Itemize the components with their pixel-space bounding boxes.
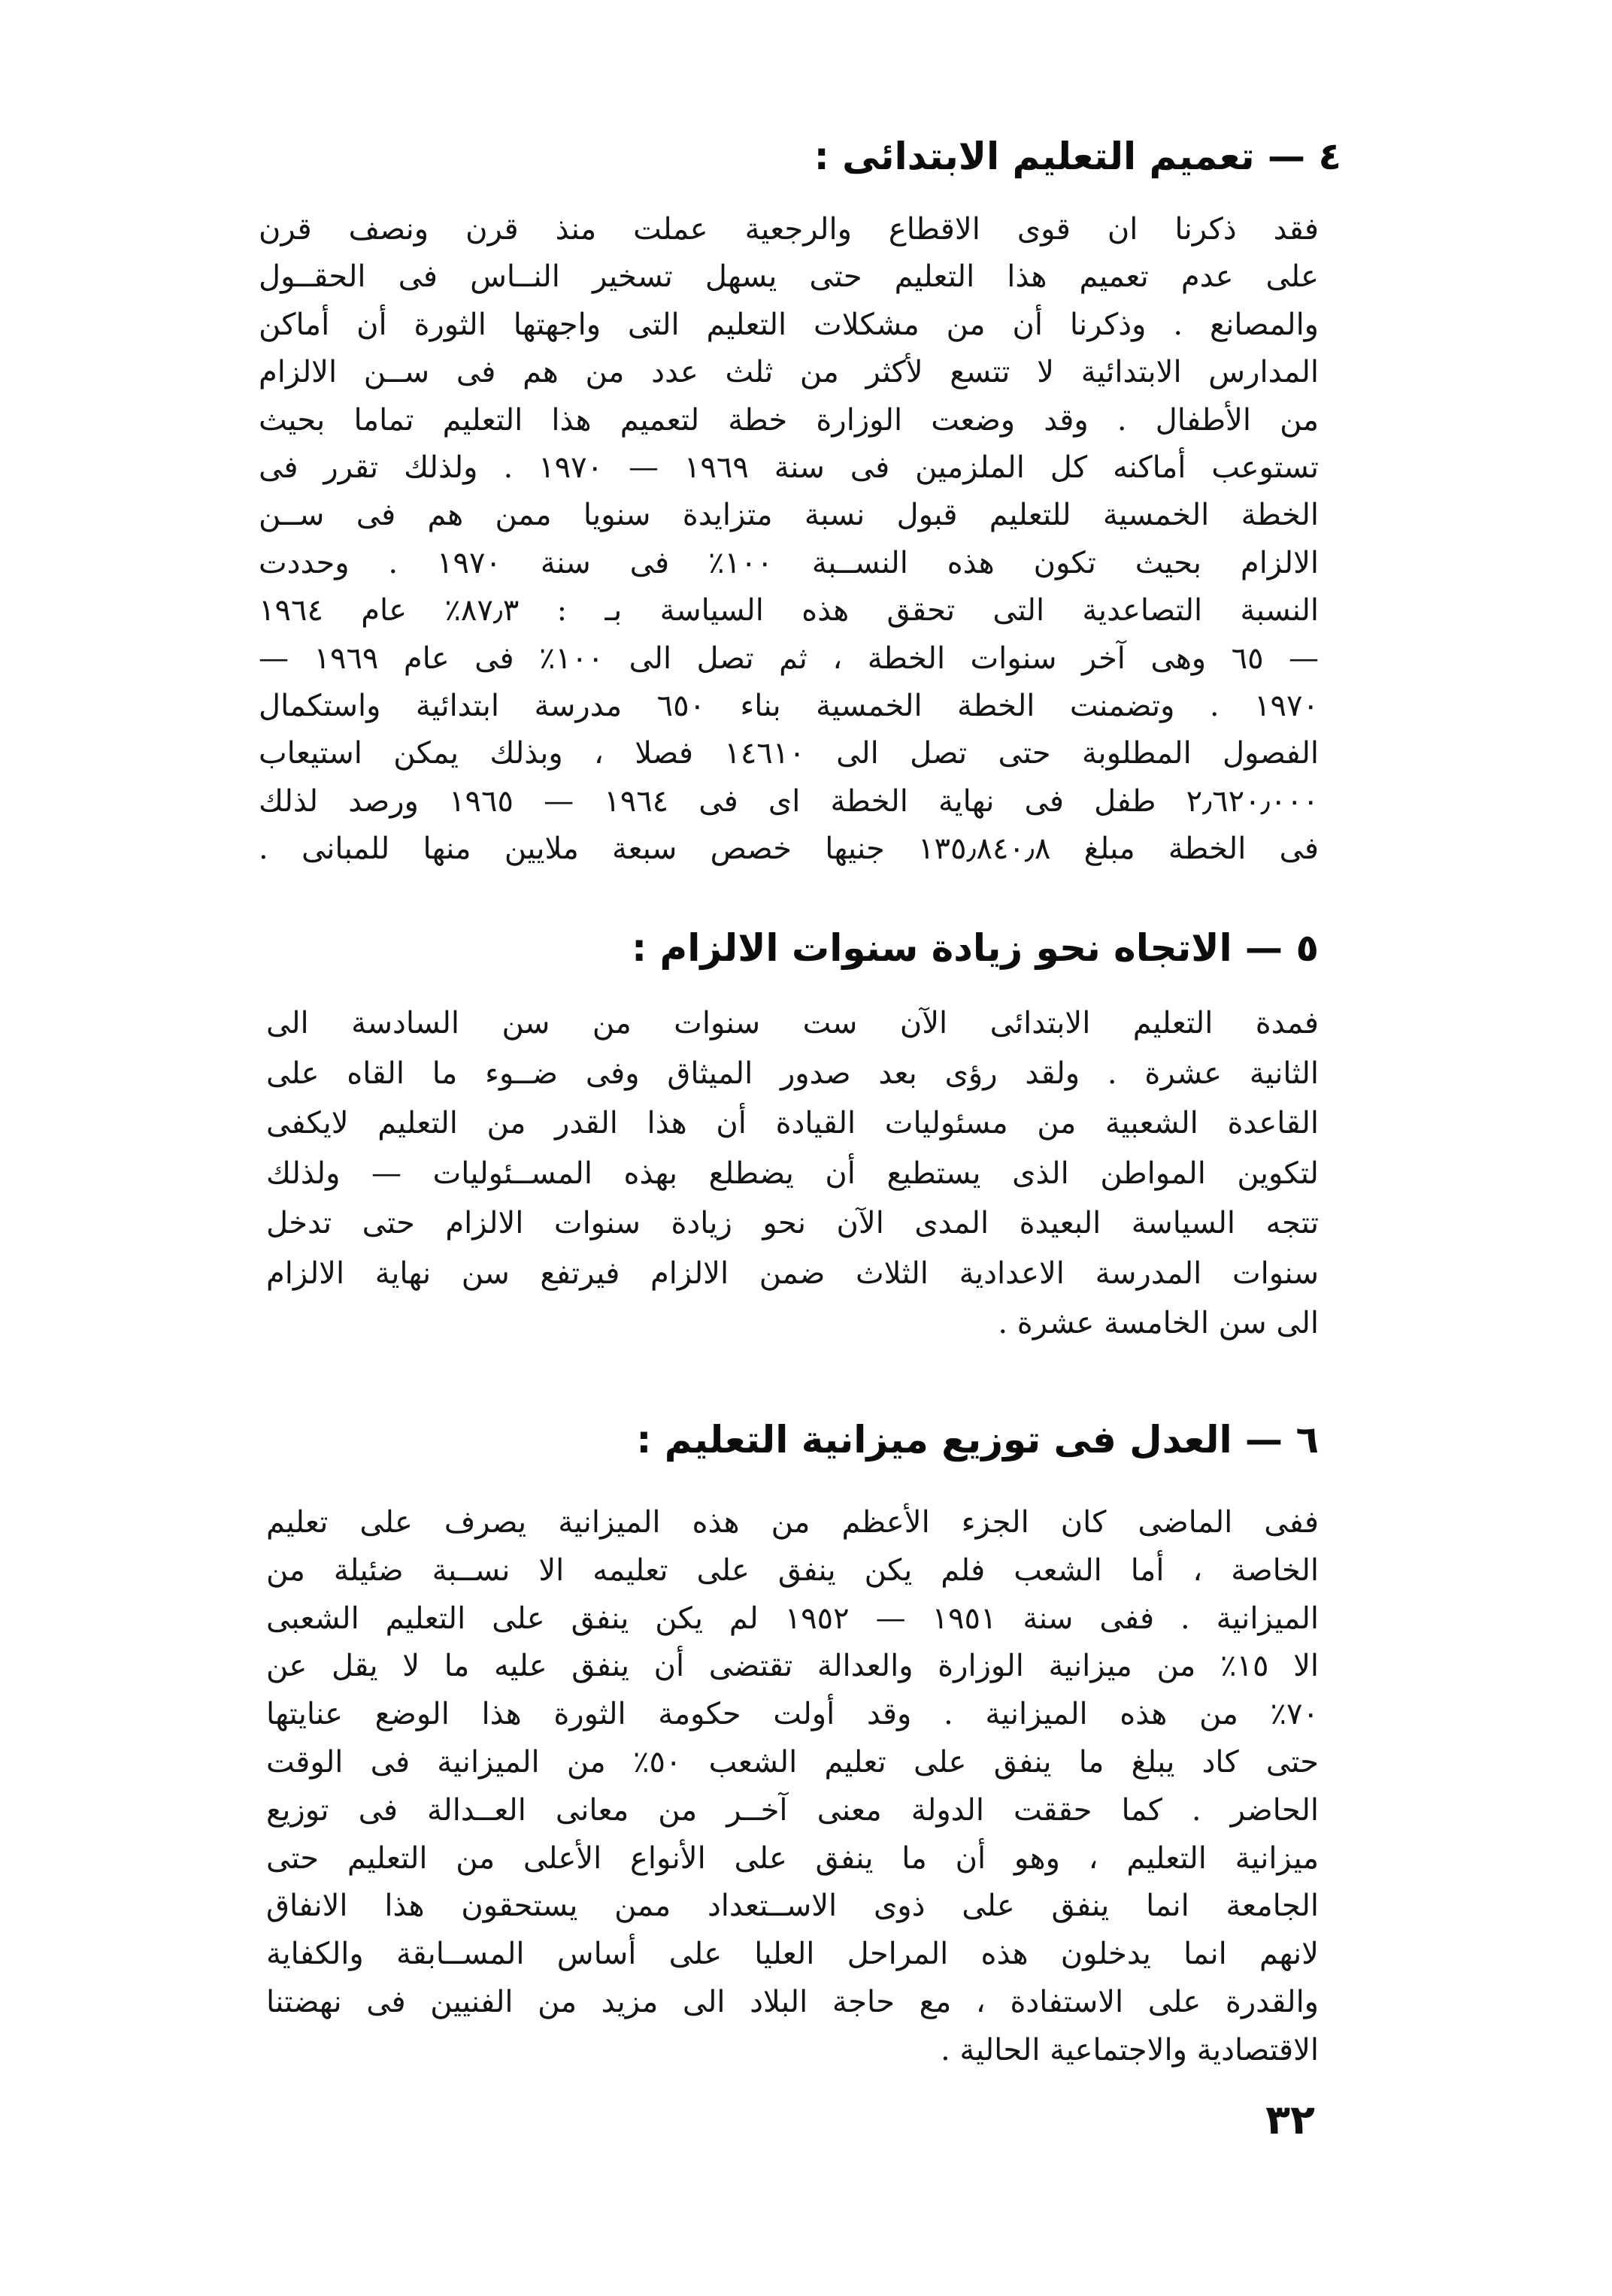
text-line: الثانية عشرة . ولقد رؤى بعد صدور الميثاق وفى ضــوء ما القاه على xyxy=(266,1056,1319,1091)
text-line: ميزانية التعليم ، وهو أن ما ينفق على الأنواع الأعلى من التعليم حتى xyxy=(266,1840,1319,1876)
text-line: تستوعب أماكنه كل الملزمين فى سنة ١٩٦٩ — ١٩٧٠ . ولذلك تقرر فى xyxy=(259,450,1319,485)
text-line: والقدرة على الاستفادة ، مع حاجة البلاد الى مزيد من الفنيين فى نهضتنا xyxy=(266,1984,1319,2019)
text-line: الالزام بحيث تكون هذه النســبة ١٠٠٪ فى سنة ١٩٧٠ . وحددت xyxy=(259,545,1319,580)
text-line: حتى كاد يبلغ ما ينفق على تعليم الشعب ٥٠٪ من الميزانية فى الوقت xyxy=(266,1744,1319,1780)
section-paragraph xyxy=(266,1499,1319,2075)
text-line: فى الخطة مبلغ ١٣٥٫٨٤٠٫٨ جنيها خصص سبعة ملايين منها للمبانى . xyxy=(259,831,1319,867)
text-line: سنوات المدرسة الاعدادية الثلاث ضمن الالزام فيرتفع سن نهاية الالزام xyxy=(266,1256,1319,1291)
text-line: لانهم انما يدخلون هذه المراحل العليا على أساس المســابقة والكفاية xyxy=(266,1937,1319,1972)
text-line: الى سن الخامسة عشرة . xyxy=(998,1306,1319,1340)
text-line: الاقتصادية والاجتماعية الحالية . xyxy=(941,2032,1319,2067)
text-line: الجامعة انما ينفق على ذوى الاســتعداد ممن يستحقون هذا الانفاق xyxy=(266,1889,1319,1924)
text-line: لتكوين المواطن الذى يستطيع أن يضطلع بهذه المســئوليات — ولذلك xyxy=(266,1156,1319,1191)
text-line: القاعدة الشعبية من مسئوليات القيادة أن هذا القدر من التعليم لايكفى xyxy=(266,1106,1319,1140)
page-number: ٣٢ xyxy=(1265,2096,1315,2143)
text-line: ١٩٧٠ . وتضمنت الخطة الخمسية بناء ٦٥٠ مدرسة ابتدائية واستكمال xyxy=(259,688,1319,723)
text-line: ففى الماضى كان الجزء الأعظم من هذه الميزانية يصرف على تعليم xyxy=(266,1505,1319,1540)
text-line: ٢٫٦٢٠٫٠٠٠ طفل فى نهاية الخطة اى فى ١٩٦٤ — ١٩٦٥ ورصد لذلك xyxy=(259,783,1319,819)
text-line: تتجه السياسة البعيدة المدى الآن نحو زيادة سنوات الالزام حتى تدخل xyxy=(266,1206,1319,1240)
section-heading: ٤ — تعميم التعليم الابتدائى : xyxy=(814,135,1341,178)
text-line: الخاصة ، أما الشعب فلم يكن ينفق على تعليمه الا نســبة ضئيلة من xyxy=(266,1552,1319,1588)
text-line: الميزانية . ففى سنة ١٩٥١ — ١٩٥٢ لم يكن ينفق على التعليم الشعبى xyxy=(266,1601,1319,1636)
section-paragraph xyxy=(266,998,1319,1349)
text-line: والمصانع . وذكرنا أن من مشكلات التعليم التى واجهتها الثورة أن أماكن xyxy=(259,307,1319,342)
text-line: الخطة الخمسية للتعليم قبول نسبة متزايدة سنويا ممن هم فى ســن xyxy=(259,498,1319,533)
section-heading: ٦ — العدل فى توزيع ميزانية التعليم : xyxy=(636,1418,1319,1462)
text-line: الحاضر . كما حققت الدولة معنى آخــر من معانى العــدالة فى توزيع xyxy=(266,1792,1319,1828)
text-line: على عدم تعميم هذا التعليم حتى يسهل تسخير النــاس فى الحقــول xyxy=(259,259,1319,295)
text-line: المدارس الابتدائية لا تتسع لأكثر من ثلث عدد من هم فى ســن الالزام xyxy=(259,355,1319,390)
section-paragraph xyxy=(259,206,1319,873)
text-line: الفصول المطلوبة حتى تصل الى ١٤٦١٠ فصلا ، وبذلك يمكن استيعاب xyxy=(259,736,1319,771)
text-line: الا ١٥٪ من ميزانية الوزارة والعدالة تقتضى أن ينفق عليه ما لا يقل عن xyxy=(266,1649,1319,1684)
section-heading: ٥ — الاتجاه نحو زيادة سنوات الالزام : xyxy=(632,926,1319,970)
text-line: ٧٠٪ من هذه الميزانية . وقد أولت حكومة الثورة هذا الوضع عنايتها xyxy=(266,1697,1319,1732)
text-line: من الأطفال . وقد وضعت الوزارة خطة لتعميم هذا التعليم تماما بحيث xyxy=(259,402,1319,438)
text-line: فمدة التعليم الابتدائى الآن ست سنوات من سن السادسة الى xyxy=(266,1006,1319,1040)
text-line: فقد ذكرنا ان قوى الاقطاع والرجعية عملت منذ قرن ونصف قرن xyxy=(259,212,1319,247)
text-line: — ٦٥ وهى آخر سنوات الخطة ، ثم تصل الى ١٠٠٪ فى عام ١٩٦٩ — xyxy=(259,641,1319,676)
text-line: النسبة التصاعدية التى تحقق هذه السياسة بـ : ٨٧٫٣٪ عام ١٩٦٤ xyxy=(259,593,1319,629)
